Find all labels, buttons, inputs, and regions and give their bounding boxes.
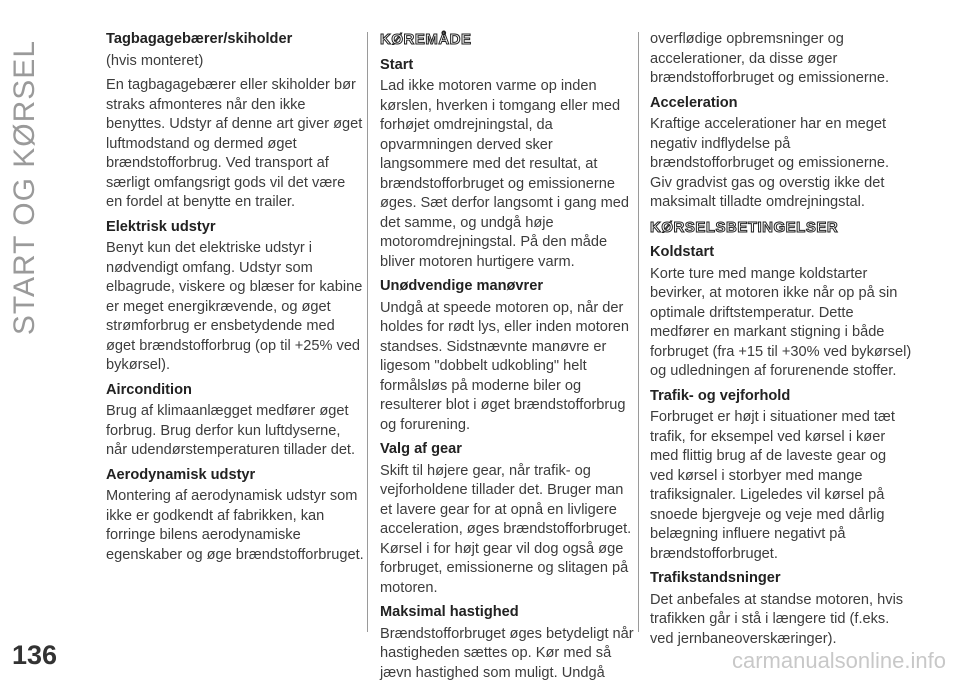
paragraph: Skift til højere gear, når trafik- og vejforholdene tillader det. Bruger man et lavere gear for at opnå en livligere acceleration, øges brændstofforbruget. Kørsel i for højt gear vil dog også øge forbruget, emissionerne og slitagen på motoren. bbox=[380, 462, 632, 596]
watermark: carmanualsonline.info bbox=[731, 648, 946, 673]
subsection-heading: Unødvendige manøvrer bbox=[380, 278, 543, 294]
subsection-heading: Acceleration bbox=[650, 94, 738, 111]
chapter-side-title bbox=[8, 40, 68, 336]
paragraph: En tagbagagebærer eller skiholder bør straks afmonteres når den ikke benyttes. Udstyr af denne art giver øget luftmodstand og dermed øget brændstofforbrug. Ved transport af særligt omfangsrigt gods vil det være en fordel at benytte en trailer. bbox=[106, 77, 363, 210]
subsection-heading: Aircondition bbox=[106, 381, 192, 398]
subsection-heading: Valg af gear bbox=[380, 441, 462, 457]
subsection-heading: Maksimal hastighed bbox=[380, 604, 519, 620]
paragraph: Brug af klimaanlægget medfører øget forbrug. Brug derfor kun luftdyserne, når udendørstemperaturen tillader det. bbox=[106, 403, 356, 458]
paragraph: Kraftige accelerationer har en meget negativ indflydelse på brændstofforbruget og emissionerne. Giv gradvist gas og overstig ikke det maksimalt tilladte omdrejningstal. bbox=[650, 116, 890, 210]
paragraph: Korte ture med mange koldstarter bevirker, at motoren ikke når op på sin optimale driftstemperatur. Dette medfører en markant stigning i både forbruget (fra +15 til +30% ved bykørsel) og udledningen af forurenende stoffer. bbox=[650, 265, 912, 379]
paragraph: (hvis monteret) bbox=[106, 52, 204, 69]
subsection-heading: Start bbox=[380, 56, 414, 73]
column-divider bbox=[367, 32, 368, 632]
paragraph: overflødige opbremsninger og accelerationer, da disse øger brændstofforbruget og emissionerne. bbox=[650, 31, 890, 86]
section-heading: KØRSELSBETINGELSER bbox=[650, 218, 839, 236]
text-column-2 bbox=[380, 30, 638, 688]
subsection-heading: Elektrisk udstyr bbox=[106, 218, 216, 235]
subsection-heading: Tagbagagebærer/skiholder bbox=[106, 31, 293, 47]
subsection-heading: Koldstart bbox=[650, 244, 715, 260]
section-heading: KØREMÅDE bbox=[380, 31, 472, 48]
paragraph: Forbruget er højt i situationer med tæt trafik, for eksempel ved kørsel i køer med flittig brug af de laveste gear og ved kørsel i storbyer med mange trafiksignaler. Ligeledes vil kørsel på snoede bjergveje og veje med dårlig belægning influere negativt på brændstofforbruget. bbox=[650, 409, 895, 562]
chapter-title-text: START OG KØRSEL bbox=[8, 40, 41, 336]
subsection-heading: Trafik- og vejforhold bbox=[650, 387, 791, 404]
subsection-heading: Trafikstandsninger bbox=[650, 570, 781, 586]
paragraph: Det anbefales at standse motoren, hvis trafikken går i stå i længere tid (f.eks. ved jernbaneoverskæringer). bbox=[650, 591, 904, 647]
subsection-heading: Aerodynamisk udstyr bbox=[106, 466, 256, 483]
paragraph: Benyt kun det elektriske udstyr i nødvendigt omfang. Udstyr som elbagrude, viskere og blæser for kabine er meget energikrævende, og øget strømforbrug er ensbetydende med øget brændstofforbrug (op til +25% ved bykørsel). bbox=[106, 240, 363, 373]
paragraph: Montering af aerodynamisk udstyr som ikke er godkendt af fabrikken, kan forringe bilens aerodynamiske egenskaber og øge brændstofforbruget. bbox=[106, 488, 364, 563]
paragraph: Brændstofforbruget øges betydeligt når hastigheden sættes op. Kør med så jævn hastighed som muligt. Undgå bbox=[380, 625, 634, 681]
column-divider bbox=[638, 32, 639, 632]
paragraph: Undgå at speede motoren op, når der holdes for rødt lys, eller inden motoren standses. Sidstnævnte manøvre er ligesom "dobbelt udkobling" helt formålsløs på moderne biler og resulterer blot i øget brændstofforbrug og forurening. bbox=[380, 299, 630, 433]
paragraph: Lad ikke motoren varme op inden kørslen, hverken i tomgang eller med forhøjet omdrejningstal, da opvarmningen derved sker langsommere med det resultat, at brændstofforbruget og emissionerne øges. Sæt derfor langsomt i gang med det samme, og undgå høje motoromdrejningstal. På den måde bliver motoren hurtigere varm. bbox=[380, 78, 630, 270]
text-column-3 bbox=[650, 30, 912, 654]
text-column-1 bbox=[106, 30, 364, 570]
page-number: 136 bbox=[12, 640, 58, 670]
